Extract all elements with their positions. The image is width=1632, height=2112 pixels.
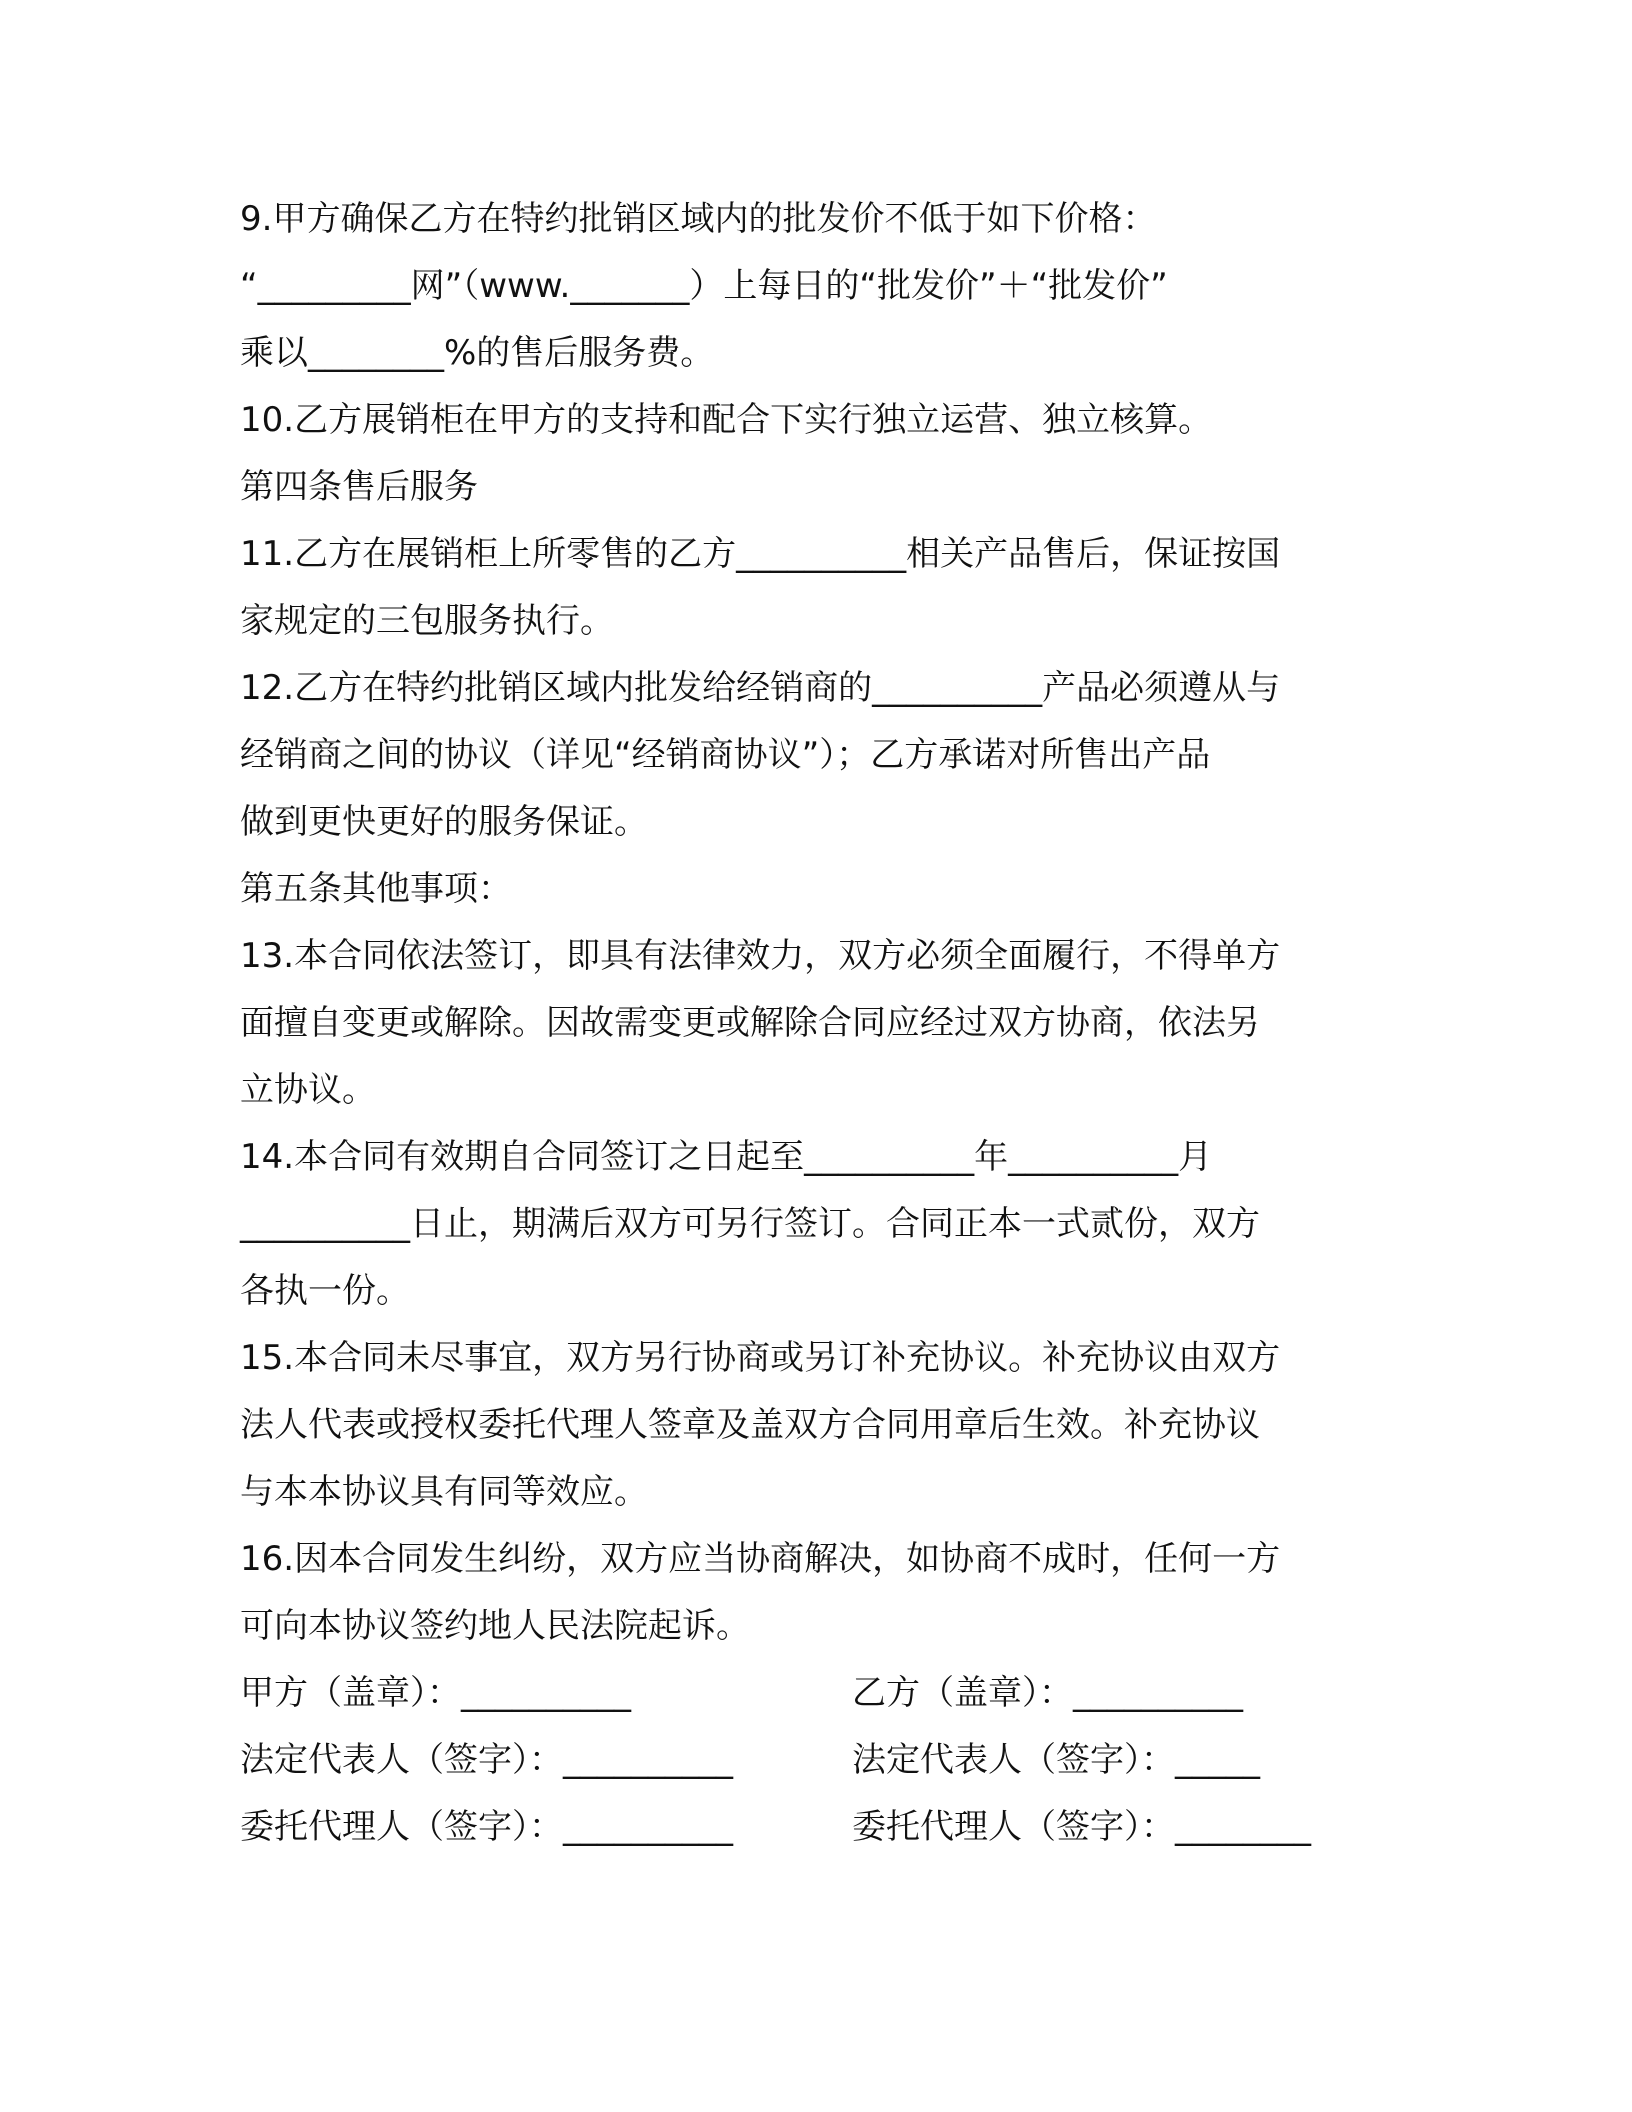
clause-15-line-2: 法人代表或授权委托代理人签章及盖双方合同用章后生效。补充协议 [240,1405,1260,1445]
party-b-agent-field: 委托代理人（签字）：________ [852,1807,1311,1847]
clause-15-line-3: 与本本协议具有同等效应。 [240,1472,648,1512]
clause-12-line-2: 经销商之间的协议（详见“经销商协议”）；乙方承诺对所售出产品 [240,735,1211,775]
clause-12-line-3: 做到更快更好的服务保证。 [240,802,648,842]
clause-13-line-3: 立协议。 [240,1070,376,1110]
clause-9-line-1: 9.甲方确保乙方在特约批销区域内的批发价不低于如下价格： [240,199,1157,239]
contract-page [240,186,1400,1861]
clause-12-line-1: 12.乙方在特约批销区域内批发给经销商的__________产品必须遵从与 [240,668,1281,708]
clause-15-line-1: 15.本合同未尽事宜，双方另行协商或另订补充协议。补充协议由双方 [240,1338,1281,1378]
section-4-heading: 第四条售后服务 [240,467,478,507]
clause-16-line-1: 16.因本合同发生纠纷，双方应当协商解决，如协商不成时，任何一方 [240,1539,1281,1579]
signature-row-legal-rep [240,1727,1400,1794]
party-b-legal-rep-field: 法定代表人（签字）：_____ [852,1740,1260,1780]
clause-16-line-2: 可向本协议签约地人民法院起诉。 [240,1606,750,1646]
clause-14-line-3: 各执一份。 [240,1271,410,1311]
clause-11-line-2: 家规定的三包服务执行。 [240,601,614,641]
signature-row-agent [240,1794,1400,1861]
signature-row-seal [240,1660,1400,1727]
clause-14-line-2: __________日止，期满后双方可另行签订。合同正本一式贰份，双方 [240,1204,1260,1244]
clause-10: 10.乙方展销柜在甲方的支持和配合下实行独立运营、独立核算。 [240,400,1213,440]
party-a-legal-rep-field: 法定代表人（签字）：__________ [240,1740,733,1780]
party-b-seal-field: 乙方（盖章）：__________ [852,1673,1243,1713]
section-5-heading: 第五条其他事项： [240,869,512,909]
clause-13-line-2: 面擅自变更或解除。因故需变更或解除合同应经过双方协商，依法另 [240,1003,1260,1043]
clause-11-line-1: 11.乙方在展销柜上所零售的乙方__________相关产品售后，保证按国 [240,534,1281,574]
party-a-seal-field: 甲方（盖章）：__________ [240,1673,631,1713]
party-a-agent-field: 委托代理人（签字）：__________ [240,1807,733,1847]
clause-9-line-3: 乘以________%的售后服务费。 [240,333,715,373]
clause-9-line-2: “_________网”（www._______）上每日的“批发价”＋“批发价” [240,266,1168,306]
clause-14-line-1: 14.本合同有效期自合同签订之日起至__________年__________月 [240,1137,1213,1177]
clause-13-line-1: 13.本合同依法签订，即具有法律效力，双方必须全面履行，不得单方 [240,936,1281,976]
